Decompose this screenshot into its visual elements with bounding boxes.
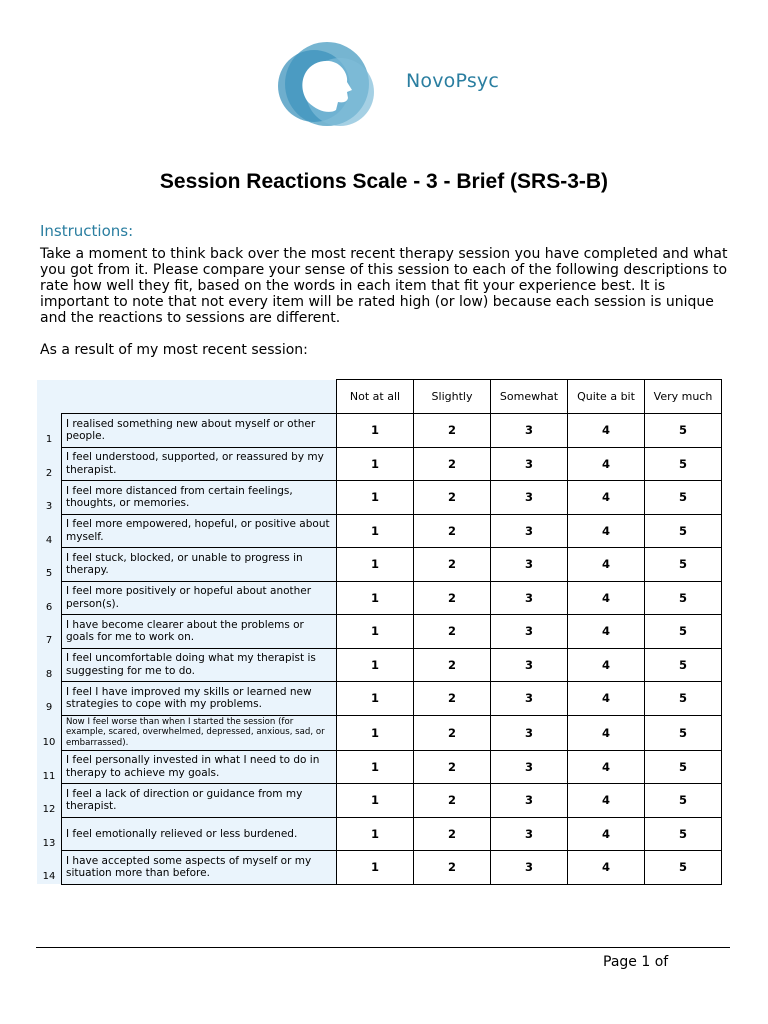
rating-option[interactable]: 1 [337,447,414,481]
rating-option[interactable]: 4 [568,682,645,716]
rating-option[interactable]: 4 [568,615,645,649]
table-row [37,851,722,885]
lead-text: As a result of my most recent session: [40,342,308,358]
table-row [37,715,722,750]
rating-option[interactable]: 5 [645,682,722,716]
rating-option[interactable]: 2 [414,750,491,784]
item-number: 5 [37,548,62,582]
rating-option[interactable]: 5 [645,750,722,784]
column-header: Somewhat [491,380,568,414]
head-profile-logo [272,36,382,128]
rating-option[interactable]: 4 [568,851,645,885]
item-text: I feel a lack of direction or guidance from my therapist. [62,784,337,818]
rating-option[interactable]: 4 [568,715,645,750]
item-number: 3 [37,481,62,515]
rating-option[interactable]: 2 [414,514,491,548]
item-number: 8 [37,648,62,682]
rating-option[interactable]: 3 [491,682,568,716]
rating-option[interactable]: 1 [337,481,414,515]
rating-option[interactable]: 1 [337,851,414,885]
header-row [37,380,722,414]
rating-option[interactable]: 4 [568,817,645,851]
table-row [37,615,722,649]
rating-option[interactable]: 3 [491,784,568,818]
item-number: 9 [37,682,62,716]
rating-option[interactable]: 5 [645,851,722,885]
rating-option[interactable]: 4 [568,481,645,515]
rating-table [37,379,722,885]
rating-option[interactable]: 5 [645,817,722,851]
rating-option[interactable]: 3 [491,715,568,750]
rating-option[interactable]: 5 [645,481,722,515]
item-text: I feel stuck, blocked, or unable to progress in therapy. [62,548,337,582]
item-number: 2 [37,447,62,481]
rating-option[interactable]: 1 [337,581,414,615]
table-row [37,648,722,682]
item-text: I realised something new about myself or other people. [62,414,337,448]
rating-option[interactable]: 4 [568,784,645,818]
rating-option[interactable]: 2 [414,414,491,448]
rating-option[interactable]: 2 [414,648,491,682]
rating-option[interactable]: 3 [491,851,568,885]
rating-option[interactable]: 1 [337,682,414,716]
rating-option[interactable]: 2 [414,581,491,615]
rating-option[interactable]: 1 [337,648,414,682]
rating-option[interactable]: 3 [491,514,568,548]
table-row [37,481,722,515]
rating-option[interactable]: 3 [491,750,568,784]
rating-option[interactable]: 3 [491,548,568,582]
rating-option[interactable]: 2 [414,817,491,851]
rating-option[interactable]: 5 [645,715,722,750]
rating-option[interactable]: 3 [491,817,568,851]
item-number: 14 [37,851,62,885]
table-row [37,514,722,548]
item-text: I feel I have improved my skills or learned new strategies to cope with my problems. [62,682,337,716]
rating-option[interactable]: 3 [491,414,568,448]
rating-option[interactable]: 2 [414,481,491,515]
item-number: 1 [37,414,62,448]
rating-option[interactable]: 1 [337,817,414,851]
column-header: Very much [645,380,722,414]
item-text: I feel understood, supported, or reassured by my therapist. [62,447,337,481]
rating-option[interactable]: 5 [645,548,722,582]
document-title: Session Reactions Scale - 3 - Brief (SRS-3-B) [159,170,609,193]
rating-option[interactable]: 5 [645,514,722,548]
item-number: 6 [37,581,62,615]
rating-option[interactable]: 1 [337,784,414,818]
brand-name: NovoPsyc [406,70,500,92]
footer-divider [36,947,730,948]
item-number: 7 [37,615,62,649]
item-text: I feel more positively or hopeful about another person(s). [62,581,337,615]
rating-option[interactable]: 3 [491,481,568,515]
rating-option[interactable]: 3 [491,615,568,649]
rating-option[interactable]: 1 [337,615,414,649]
rating-option[interactable]: 4 [568,750,645,784]
instructions-text: Take a moment to think back over the most recent therapy session you have completed and what you got from it. Please compare your sense of this session to each of the following descriptions to rate how well they fit, based on the words in each item that fit your experience best. It is important to note that not every item will be rated high (or low) because each session is unique and the reactions to sessions are different. [40,246,728,326]
rating-option[interactable]: 5 [645,447,722,481]
item-text: I feel more distanced from certain feelings, thoughts, or memories. [62,481,337,515]
table-row [37,750,722,784]
item-text: I feel emotionally relieved or less burdened. [62,817,337,851]
rating-option[interactable]: 2 [414,682,491,716]
table-row [37,784,722,818]
table-row [37,414,722,448]
rating-option[interactable]: 1 [337,414,414,448]
table-row [37,548,722,582]
rating-option[interactable]: 1 [337,548,414,582]
column-header: Slightly [414,380,491,414]
item-text: I feel more empowered, hopeful, or positive about myself. [62,514,337,548]
rating-option[interactable]: 3 [491,447,568,481]
rating-option[interactable]: 4 [568,447,645,481]
rating-option[interactable]: 1 [337,514,414,548]
item-text: I have accepted some aspects of myself or my situation more than before. [62,851,337,885]
rating-option[interactable]: 5 [645,414,722,448]
rating-option[interactable]: 5 [645,615,722,649]
rating-option[interactable]: 4 [568,581,645,615]
rating-option[interactable]: 5 [645,648,722,682]
item-number: 13 [37,817,62,851]
rating-option[interactable]: 4 [568,514,645,548]
item-number: 12 [37,784,62,818]
header-blank [37,380,337,414]
rating-option[interactable]: 1 [337,715,414,750]
instructions-heading: Instructions: [40,222,134,240]
rating-option[interactable]: 3 [491,581,568,615]
item-text: I feel uncomfortable doing what my therapist is suggesting for me to do. [62,648,337,682]
rating-option[interactable]: 2 [414,715,491,750]
table-row [37,817,722,851]
rating-option[interactable]: 4 [568,548,645,582]
rating-option[interactable]: 5 [645,784,722,818]
rating-option[interactable]: 4 [568,648,645,682]
rating-option[interactable]: 1 [337,750,414,784]
item-text: I feel personally invested in what I need to do in therapy to achieve my goals. [62,750,337,784]
rating-option[interactable]: 3 [491,648,568,682]
table-row [37,447,722,481]
item-text: Now I feel worse than when I started the session (for example, scared, overwhelmed, depressed, anxious, sad, or embarrassed). [62,715,337,750]
rating-option[interactable]: 2 [414,615,491,649]
column-header: Not at all [337,380,414,414]
column-header: Quite a bit [568,380,645,414]
table-row [37,581,722,615]
rating-option[interactable]: 2 [414,851,491,885]
rating-option[interactable]: 2 [414,548,491,582]
item-number: 11 [37,750,62,784]
item-text: I have become clearer about the problems or goals for me to work on. [62,615,337,649]
page-number: Page 1 of [603,954,669,970]
rating-option[interactable]: 2 [414,447,491,481]
rating-option[interactable]: 4 [568,414,645,448]
table-row [37,682,722,716]
item-number: 10 [37,715,62,750]
rating-option[interactable]: 5 [645,581,722,615]
item-number: 4 [37,514,62,548]
rating-option[interactable]: 2 [414,784,491,818]
